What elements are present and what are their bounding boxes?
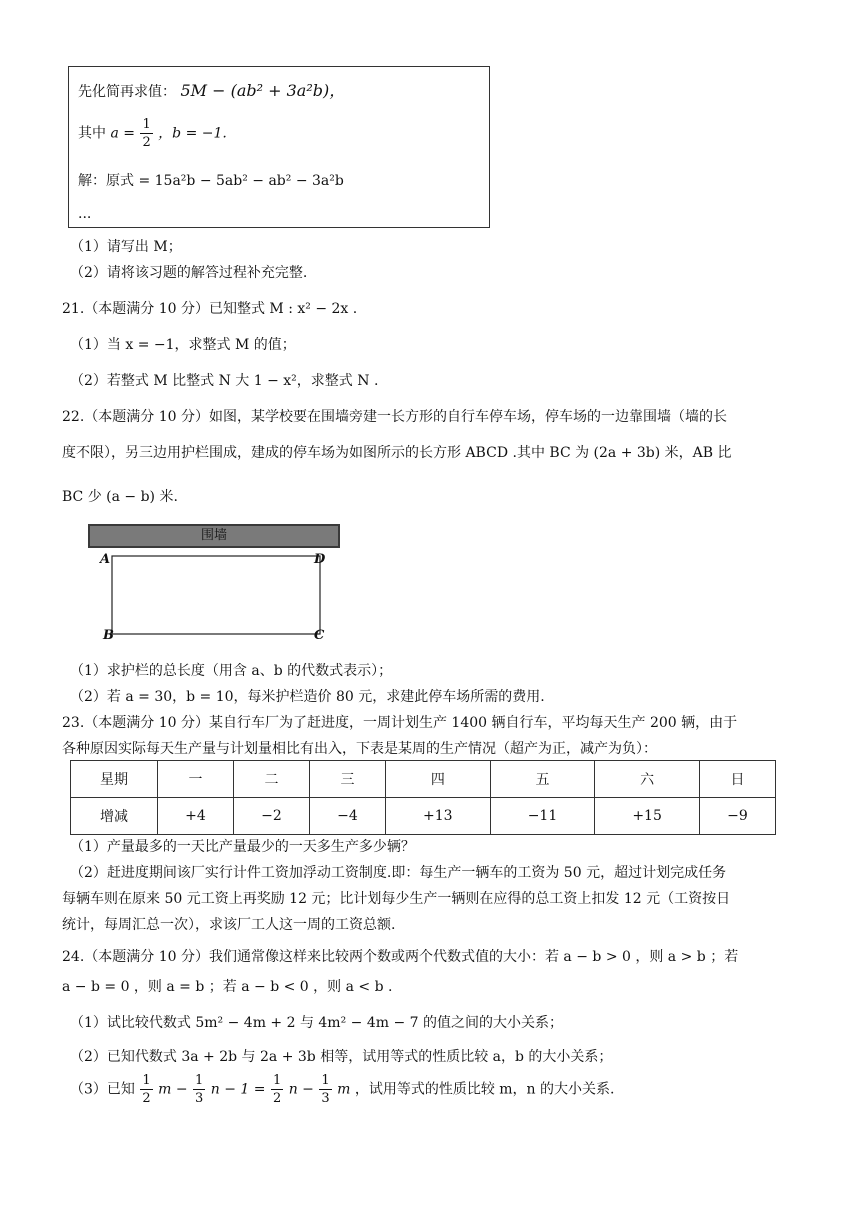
table-cell-value: −2 [234,798,310,835]
table-cell-value: +13 [386,798,491,835]
fraction-numerator: 1 [142,1073,151,1088]
fraction [319,1074,331,1105]
corner-d-label: D [314,552,326,567]
q23-part-1: （1）产量最多的一天比产量最少的一天多生产多少辆？ [70,839,415,855]
corner-c-label: C [314,628,325,643]
q24-line-2: a − b = 0 ，则 a = b ；若 a − b < 0 ，则 a < b . [62,979,393,995]
fraction-numerator: 1 [321,1073,330,1088]
table-cell-day: 四 [386,761,491,798]
q24-part-2: （2）已知代数式 3a + 2b 与 2a + 3b 相等，试用等式的性质比较 a，b 的大小关系； [70,1049,613,1065]
q21-part-2: （2）若整式 M 比整式 N 大 1 − x²，求整式 N . [70,373,379,389]
box-line-2-a: a = [110,125,135,142]
fraction-denominator: 2 [142,135,151,150]
q21-title: 21.（本题满分 10 分）已知整式 M : x² − 2x . [62,301,358,317]
q22-line-3: BC 少 (a − b) 米. [62,489,178,505]
q24-part-3-suffix: ，试用等式的性质比较 m，n 的大小关系. [354,1081,615,1098]
box-ellipsis: ... [78,206,92,222]
corner-b-label: B [103,628,114,643]
fraction-denominator: 3 [321,1091,330,1106]
parking-lot-diagram [88,548,348,648]
q22-part-1: （1）求护栏的总长度（用含 a、b 的代数式表示）； [70,663,393,679]
box-line-1-expr: 5M − (ab² + 3a²b)， [180,81,346,100]
fraction [271,1074,283,1105]
fraction-numerator: 1 [272,1073,282,1088]
box-line-3: 解：原式 = 15a²b − 5ab² − ab² − 3a²b [78,173,344,189]
q24-part-3-term: m − [158,1081,188,1098]
wall-label: 围墙 [200,528,227,543]
box-line-2-prefix: 其中 [78,125,106,142]
table-cell-value: −9 [699,798,775,835]
table-cell-value: +15 [595,798,700,835]
fraction [140,1074,152,1105]
box-line-1-prefix: 先化简再求值： [78,84,176,100]
table-row-label: 增减 [71,798,158,835]
production-table [70,760,776,835]
q24-part-3-term: n − 1 = [210,1081,266,1098]
fraction [193,1074,205,1105]
table-cell-day: 六 [595,761,700,798]
table-cell-value: +4 [158,798,234,835]
table-cell-value: −11 [490,798,595,835]
fraction-denominator: 2 [272,1091,282,1106]
q23-line-2: 各种原因实际每天生产量与计划量相比有出入，下表是某周的生产情况（超产为正，减产为负）： [62,741,657,757]
fraction-numerator: 1 [142,117,151,132]
q24-part-3-term: m [337,1081,351,1098]
table-cell-value: −4 [310,798,386,835]
q22-line-1: 22.（本题满分 10 分）如图，某学校要在围墙旁建一长方形的自行车停车场，停车场的一边靠围墙（墙的长 [62,409,727,425]
q24-part-3-term: n − [288,1081,314,1098]
q20-part-2: （2）请将该习题的解答过程补充完整. [70,265,308,281]
q24-part-3-prefix: （3）已知 [70,1081,135,1098]
wall-bar [88,524,340,548]
q23-part-2-line-3: 统计，每周汇总一次），求该厂工人这一周的工资总额. [62,917,396,933]
q23-line-1: 23.（本题满分 10 分）某自行车厂为了赶进度，一周计划生产 1400 辆自行车，平均每天生产 200 辆，由于 [62,715,738,731]
table-cell-day: 三 [310,761,386,798]
fraction-denominator: 2 [142,1091,151,1106]
table-row [71,798,776,835]
box-line-2-b: ，b = −1. [158,125,227,142]
q23-part-2-line-2: 每辆车则在原来 50 元工资上再奖励 12 元；比计划每少生产一辆则在应得的总工资上扣发 12 元（工资按日 [62,891,731,907]
table-row [71,761,776,798]
box-line-1 [78,78,345,101]
q24-part-1: （1）试比较代数式 5m² − 4m + 2 与 4m² − 4m − 7 的值之间的大小关系； [70,1015,563,1031]
q24-line-1: 24.（本题满分 10 分）我们通常像这样来比较两个数或两个代数式值的大小：若 a − b > 0 ，则 a > b ；若 [62,949,739,965]
table-cell-day: 日 [699,761,775,798]
q24-part-3 [70,1074,614,1105]
fraction-denominator: 3 [195,1091,204,1106]
parking-lot-rectangle [112,556,320,634]
q21-part-1: （1）当 x = −1，求整式 M 的值； [70,337,296,353]
q23-part-2-line-1: （2）赶进度期间该厂实行计件工资加浮动工资制度.即：每生产一辆车的工资为 50 元，超过计划完成任务 [70,865,727,881]
table-cell-day: 五 [490,761,595,798]
fraction-one-half [140,118,152,149]
table-cell-day: 二 [234,761,310,798]
table-cell-day: 一 [158,761,234,798]
q22-part-2: （2）若 a = 30，b = 10，每米护栏造价 80 元，求建此停车场所需的费用. [70,689,545,705]
corner-a-label: A [100,552,111,567]
q20-part-1: （1）请写出 M； [70,239,182,255]
fraction-numerator: 1 [195,1073,204,1088]
table-header-label: 星期 [71,761,158,798]
q22-line-2: 度不限），另三边用护栏围成，建成的停车场为如图所示的长方形 ABCD .其中 BC 为 (2a + 3b) 米，AB 比 [62,445,732,461]
box-line-2 [78,118,227,149]
